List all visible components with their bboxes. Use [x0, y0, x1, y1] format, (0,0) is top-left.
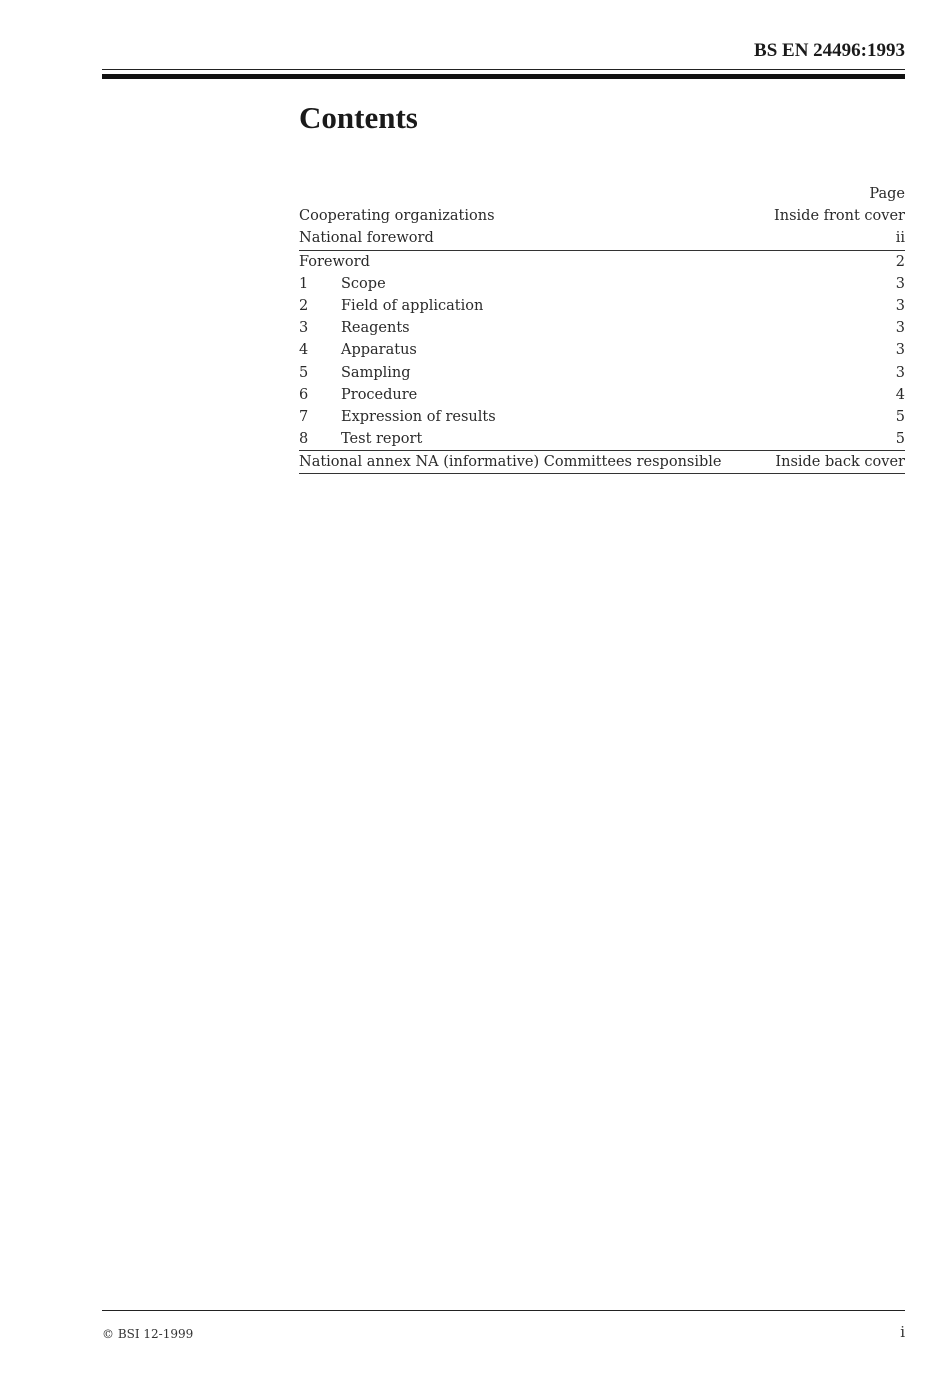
page-title: Contents — [299, 100, 418, 135]
toc-entry-cooperating-organizations[interactable] — [299, 205, 905, 227]
toc-entry-page: 3 — [895, 342, 905, 359]
toc-page-heading-row — [299, 183, 905, 205]
toc-clause-number: 3 — [299, 320, 309, 337]
header-rule-thick — [102, 74, 905, 79]
copyright-notice: © BSI 12-1999 — [102, 1327, 194, 1341]
toc-entry-page: 4 — [895, 386, 905, 403]
toc-entry-label: Reagents — [341, 320, 410, 337]
toc-entry-label: Test report — [341, 431, 423, 448]
toc-entry-page: 2 — [895, 253, 905, 270]
toc-entry-national-foreword[interactable] — [299, 227, 905, 250]
toc-entry-label: Foreword — [299, 253, 370, 270]
toc-entry-page: 3 — [895, 364, 905, 381]
toc-entry-clause-8[interactable] — [299, 428, 905, 451]
toc-clause-number: 5 — [299, 364, 309, 381]
header-rule-thin — [102, 69, 905, 70]
table-of-contents — [299, 183, 905, 474]
toc-entry-label: National foreword — [299, 230, 434, 247]
toc-clause-number: 4 — [299, 342, 309, 359]
toc-entry-page: ii — [895, 230, 905, 247]
toc-entry-label: Apparatus — [341, 342, 417, 359]
toc-entry-page: Inside back cover — [775, 454, 905, 471]
toc-entry-label: Cooperating organizations — [299, 208, 495, 225]
toc-entry-page: Inside front cover — [774, 208, 905, 225]
toc-entry-page: 3 — [895, 297, 905, 314]
toc-entry-label: Scope — [341, 275, 386, 292]
toc-entry-clause-3[interactable] — [299, 317, 905, 339]
toc-entry-clause-7[interactable] — [299, 406, 905, 428]
toc-clause-number: 6 — [299, 386, 309, 403]
toc-entry-clause-2[interactable] — [299, 295, 905, 317]
toc-entry-foreword[interactable] — [299, 251, 905, 273]
toc-entry-label: Expression of results — [341, 408, 496, 425]
toc-clause-number: 2 — [299, 297, 309, 314]
toc-entry-label: Sampling — [341, 364, 411, 381]
toc-entry-page: 5 — [895, 408, 905, 425]
page-number: i — [900, 1323, 905, 1341]
toc-entry-clause-1[interactable] — [299, 273, 905, 295]
document-number: BS EN 24496:1993 — [754, 40, 905, 61]
toc-clause-number: 1 — [299, 275, 309, 292]
toc-entry-clause-6[interactable] — [299, 384, 905, 406]
toc-entry-page: 5 — [895, 431, 905, 448]
toc-clause-number: 7 — [299, 408, 309, 425]
toc-entry-label: Procedure — [341, 386, 418, 403]
toc-clause-number: 8 — [299, 431, 309, 448]
footer-rule — [102, 1310, 905, 1311]
toc-entry-clause-4[interactable] — [299, 339, 905, 361]
toc-entry-national-annex-na[interactable] — [299, 451, 905, 474]
toc-page-heading: Page — [869, 186, 905, 202]
toc-entry-page: 3 — [895, 275, 905, 292]
toc-entry-clause-5[interactable] — [299, 362, 905, 384]
toc-entry-page: 3 — [895, 320, 905, 337]
toc-entry-label: National annex NA (informative) Committees responsible — [299, 454, 722, 471]
toc-entry-label: Field of application — [341, 297, 484, 314]
